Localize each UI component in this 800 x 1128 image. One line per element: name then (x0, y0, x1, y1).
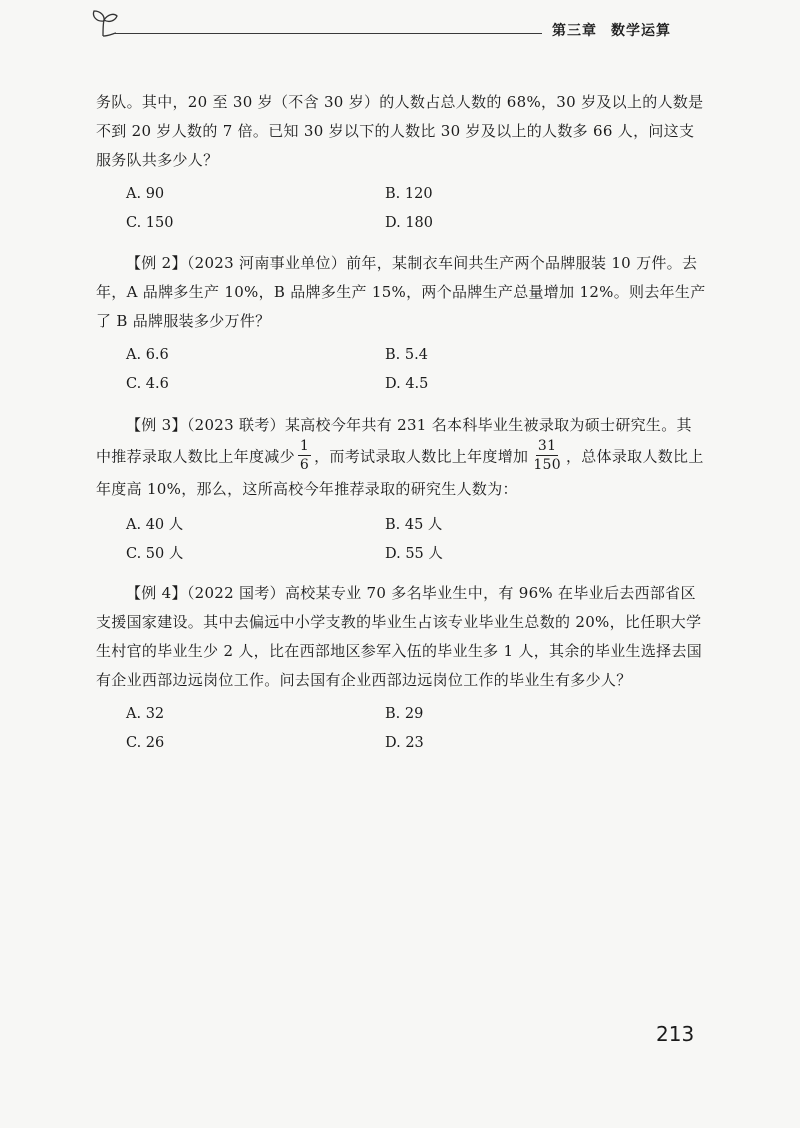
example-tag: 【例 4】 (126, 584, 187, 602)
option-b: B. 29 (385, 705, 424, 722)
example-4 (96, 579, 706, 757)
fraction-denominator: 150 (533, 457, 561, 473)
question-text (96, 249, 706, 336)
option-a: A. 90 (126, 185, 165, 202)
option-c: C. 26 (126, 734, 165, 751)
option-d: D. 55 人 (385, 546, 443, 562)
question-body-part1: （2023 联考）某高校今年共有 231 名本科毕业生被录取为硕士研究生。其中推荐录取人数比上年度减少 (96, 416, 692, 466)
fraction-one-sixth (298, 439, 311, 472)
page-header (0, 0, 800, 60)
header-rule (114, 33, 542, 34)
options (96, 509, 706, 567)
question-text (96, 410, 706, 505)
question-text (96, 579, 706, 695)
option-d: D. 4.5 (385, 375, 429, 392)
option-a: A. 32 (126, 705, 165, 722)
example-tag: 【例 2】 (126, 254, 187, 272)
option-c: C. 4.6 (126, 375, 169, 392)
options (96, 179, 706, 237)
question-text: 务队。其中，20 至 30 岁（不含 30 岁）的人数占总人数的 68%，30 岁及以上的人数是不到 20 岁人数的 7 倍。已知 30 岁以下的人数比 30 岁及以上的人数多 66 人，问这支服务队共多少人？ (96, 93, 704, 169)
page-number: 213 (656, 1022, 695, 1046)
page-content (96, 88, 706, 757)
question-body: （2023 河南事业单位）前年，某制衣车间共生产两个品牌服装 10 万件。去年，A 品牌多生产 10%，B 品牌多生产 15%，两个品牌生产总量增加 12%。则去年生产了 B 品牌服装多少万件？ (96, 254, 706, 330)
fraction-denominator: 6 (299, 457, 310, 473)
chapter-heading (552, 20, 671, 40)
options (96, 340, 706, 398)
question-body-part2: ，而考试录取人数比上年度增加 (314, 447, 529, 466)
fraction-31-150 (531, 439, 563, 472)
option-c: C. 50 人 (126, 546, 184, 562)
option-d: D. 23 (385, 734, 424, 751)
option-a: A. 40 人 (126, 517, 184, 533)
options (96, 699, 706, 757)
question-intro (96, 88, 706, 237)
option-d: D. 180 (385, 214, 434, 231)
fraction-numerator: 31 (537, 438, 557, 454)
example-tag: 【例 3】 (126, 416, 187, 434)
option-a: A. 6.6 (126, 346, 169, 363)
question-body-part3: ，总体录取人数比上年度高 10%，那么，这所高校今年推荐录取的研究生人数为： (96, 447, 704, 498)
option-c: C. 150 (126, 214, 174, 231)
example-3 (96, 410, 706, 567)
fraction-numerator: 1 (299, 438, 310, 454)
chapter-title: 数学运算 (611, 23, 671, 39)
example-2 (96, 249, 706, 398)
option-b: B. 120 (385, 185, 433, 202)
option-b: B. 5.4 (385, 346, 428, 363)
option-b: B. 45 人 (385, 517, 443, 533)
question-body: （2022 国考）高校某专业 70 多名毕业生中，有 96% 在毕业后去西部省区支援国家建设。其中去偏远中小学支教的毕业生占该专业毕业生总数的 20%，比任职大学生村官的毕业生少 2 人，比在西部地区参军入伍的毕业生多 1 人，其余的毕业生选择去国有企业西部边远岗位工作。问去国有企业西部边远岗位工作的毕业生有多少人？ (96, 584, 703, 689)
chapter-label: 第三章 (552, 23, 597, 39)
